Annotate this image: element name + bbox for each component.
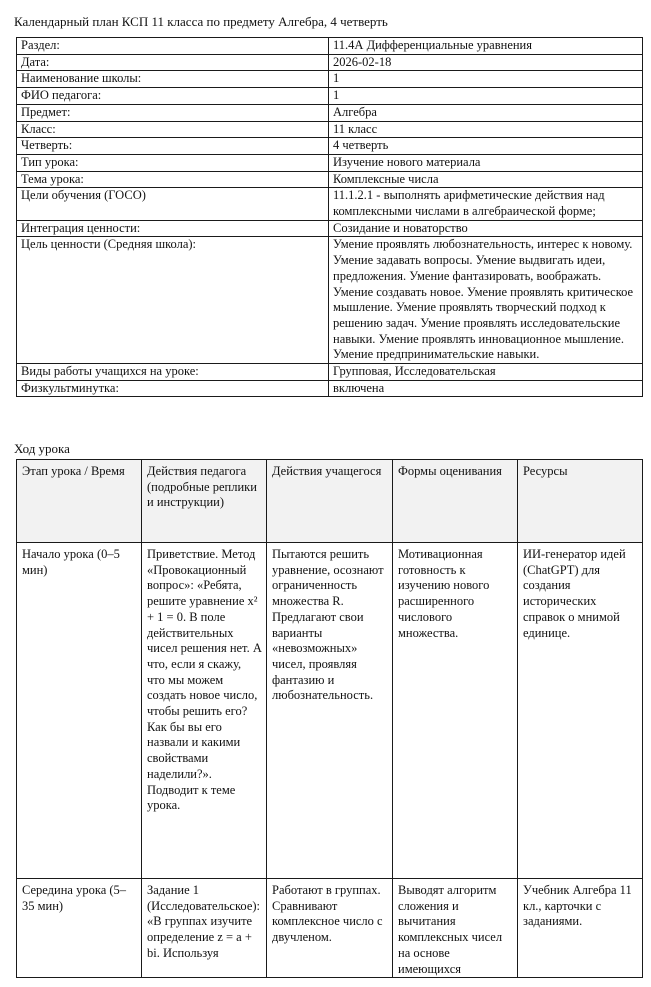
column-header-teacher: Действия педагога (подробные реплики и инструкции) (142, 460, 267, 543)
info-label: Виды работы учащихся на уроке: (17, 364, 329, 381)
info-label: Цель ценности (Средняя школа): (17, 237, 329, 364)
info-label: Тип урока: (17, 154, 329, 171)
info-label: Физкультминутка: (17, 380, 329, 397)
info-value: включена (329, 380, 643, 397)
stage-cell: Середина урока (5–35 мин) (17, 879, 142, 978)
column-header-stage: Этап урока / Время (17, 460, 142, 543)
info-label: ФИО педагога: (17, 88, 329, 105)
lesson-flow-heading: Ход урока (14, 441, 70, 456)
table-row (17, 543, 643, 879)
info-label: Четверть: (17, 138, 329, 155)
info-row (17, 138, 643, 155)
info-value: 2026-02-18 (329, 54, 643, 71)
student-actions-cell: Работают в группах. Сравнивают комплексное число с двучленом. (267, 879, 393, 978)
info-label: Класс: (17, 121, 329, 138)
info-label: Раздел: (17, 38, 329, 55)
info-row (17, 54, 643, 71)
info-value: 4 четверть (329, 138, 643, 155)
info-row (17, 364, 643, 381)
info-value: 1 (329, 88, 643, 105)
info-value: Групповая, Исследовательская (329, 364, 643, 381)
column-header-student: Действия учащегося (267, 460, 393, 543)
info-value: 11.1.2.1 - выполнять арифметические действия над комплексными числами в алгебраической форме; (329, 188, 643, 220)
info-label: Тема урока: (17, 171, 329, 188)
info-label: Интеграция ценности: (17, 220, 329, 237)
info-value: 11.4А Дифференциальные уравнения (329, 38, 643, 55)
info-value: Изучение нового материала (329, 154, 643, 171)
lesson-flow-table (16, 459, 643, 978)
info-row (17, 220, 643, 237)
document-title: Календарный план КСП 11 класса по предмету Алгебра, 4 четверть (14, 14, 388, 29)
student-actions-cell: Пытаются решить уравнение, осознают ограниченность множества R. Предлагают свои варианты «невозможных» чисел, проявляя фантазию и любознательность. (267, 543, 393, 879)
lesson-info-table (16, 37, 643, 397)
info-row (17, 38, 643, 55)
info-row (17, 88, 643, 105)
table-row (17, 879, 643, 978)
info-label: Дата: (17, 54, 329, 71)
assessment-cell: Выводят алгоритм сложения и вычитания комплексных чисел на основе имеющихся (393, 879, 518, 978)
info-label: Предмет: (17, 104, 329, 121)
info-value: Комплексные числа (329, 171, 643, 188)
info-value: Умение проявлять любознательность, интерес к новому. Умение задавать вопросы. Умение выдвигать идеи, предложения. Умение фантазировать, воображать. Умение создавать новое. Умение проявлять критическое мышление. Умение проявлять творческий подход к решению задач. Умение проявлять исследовательские навыки. Умение проявлять инновационное мышление. Умение предпринимательские навыки. (329, 237, 643, 364)
info-row (17, 380, 643, 397)
teacher-actions-cell: Приветствие. Метод «Провокационный вопрос»: «Ребята, решите уравнение x² + 1 = 0. В поле действительных чисел решения нет. А что, если я скажу, что мы можем создать новое число, чтобы решить его? Как бы вы его назвали и какими свойствами наделили?». Подводит к теме урока. (142, 543, 267, 879)
teacher-actions-cell: Задание 1 (Исследовательское): «В группах изучите определение z = a + bi. Используя (142, 879, 267, 978)
info-value: 11 класс (329, 121, 643, 138)
table-header-row (17, 460, 643, 543)
info-row (17, 171, 643, 188)
info-row (17, 121, 643, 138)
info-row (17, 71, 643, 88)
resources-cell: Учебник Алгебра 11 кл., карточки с заданиями. (518, 879, 643, 978)
info-row (17, 188, 643, 220)
info-row (17, 104, 643, 121)
stage-cell: Начало урока (0–5 мин) (17, 543, 142, 879)
info-row (17, 154, 643, 171)
info-row (17, 237, 643, 364)
info-value: Алгебра (329, 104, 643, 121)
info-value: 1 (329, 71, 643, 88)
assessment-cell: Мотивационная готовность к изучению нового расширенного числового множества. (393, 543, 518, 879)
info-label: Наименование школы: (17, 71, 329, 88)
column-header-assessment: Формы оценивания (393, 460, 518, 543)
resources-cell: ИИ-генератор идей (ChatGPT) для создания исторических справок о мнимой единице. (518, 543, 643, 879)
info-label: Цели обучения (ГОСО) (17, 188, 329, 220)
column-header-resources: Ресурсы (518, 460, 643, 543)
info-value: Созидание и новаторство (329, 220, 643, 237)
